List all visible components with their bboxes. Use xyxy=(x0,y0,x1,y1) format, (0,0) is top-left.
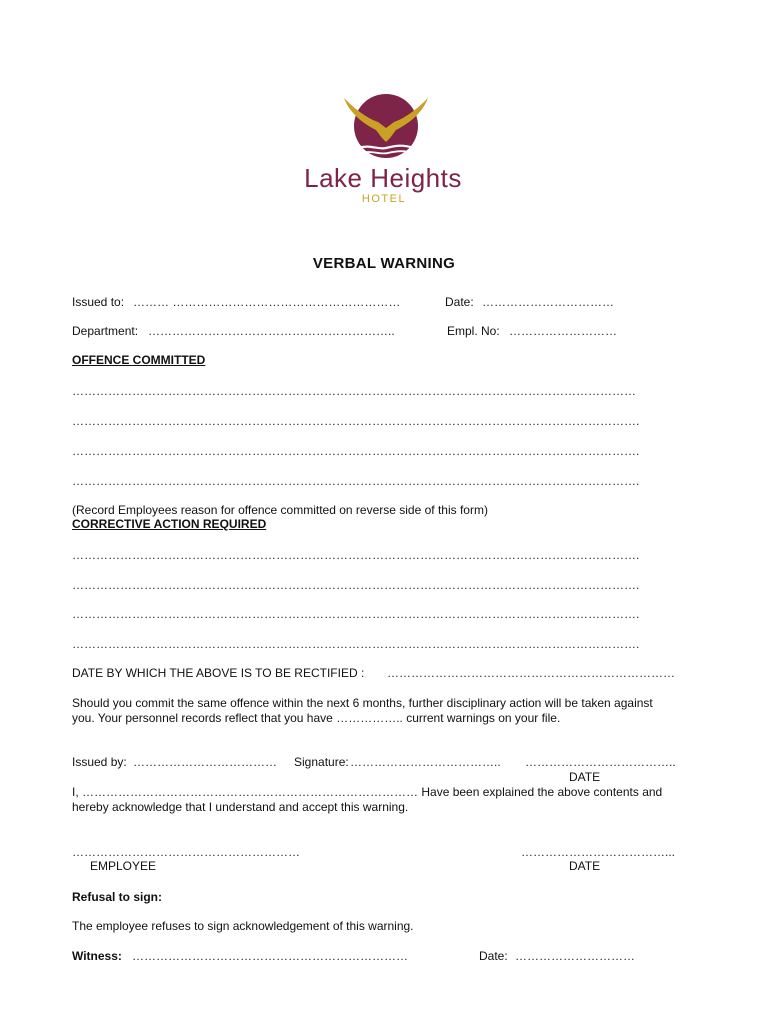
signature-label: Signature: xyxy=(294,755,349,769)
form-title: VERBAL WARNING xyxy=(312,255,456,272)
refusal-text: The employee refuses to sign acknowledgement of this warning. xyxy=(72,919,414,933)
employee-label: EMPLOYEE xyxy=(90,859,157,873)
issued-to-label: Issued to: xyxy=(72,295,125,309)
warning-text-line-1: Should you commit the same offence within the next 6 months, further disciplinary action will be taken against xyxy=(72,696,653,710)
department-label: Department: xyxy=(72,324,139,338)
issued-by-label: Issued by: xyxy=(72,755,127,769)
corrective-line[interactable]: ……………………………………………………………………………………………………………………………. xyxy=(72,548,640,562)
issued-by-field[interactable]: ……………………………… xyxy=(133,755,277,769)
hotel-logo-icon xyxy=(338,92,434,164)
rectify-date-field[interactable]: ……………………………………………………………… xyxy=(387,666,675,680)
warning-count-field[interactable]: …………….. xyxy=(336,711,403,725)
offence-note: (Record Employees reason for offence committed on reverse side of this form) xyxy=(72,503,488,517)
department-field[interactable]: …………………………………………………….. xyxy=(148,324,395,338)
witness-date-field[interactable]: ………………………… xyxy=(515,949,635,963)
issued-to-field[interactable]: ……… ………………………………………………… xyxy=(133,295,401,309)
rectify-label: DATE BY WHICH THE ABOVE IS TO BE RECTIFIED : xyxy=(72,666,365,680)
warning-text-line-2 xyxy=(72,711,560,725)
refusal-heading: Refusal to sign: xyxy=(72,890,163,904)
offence-line[interactable]: ……………………………………………………………………………………………………………………………. xyxy=(72,414,640,428)
issued-date-field[interactable]: ……………………………….. xyxy=(525,755,676,769)
empl-no-field[interactable]: ……………………… xyxy=(509,324,617,338)
witness-field[interactable]: …………………………………………………………… xyxy=(132,949,408,963)
corrective-line[interactable]: ……………………………………………………………………………………………………………………………. xyxy=(72,607,640,621)
offence-line[interactable]: …………………………………………………………………………………………………………………………… xyxy=(72,384,636,398)
employee-date-field[interactable]: ………………………………... xyxy=(521,845,676,859)
signature-field[interactable]: ……………………………….. xyxy=(350,755,501,769)
hotel-name: Lake Heights xyxy=(304,163,462,193)
empl-no-label: Empl. No: xyxy=(447,324,500,338)
acknowledge-prefix: I, xyxy=(72,785,79,799)
employee-signature-field[interactable]: ………………………………………………… xyxy=(72,845,300,859)
issued-date-label: DATE xyxy=(569,770,601,784)
employee-name-field[interactable]: ………………………………………………………………………… xyxy=(82,785,419,799)
acknowledge-text: Have been explained the above contents and xyxy=(421,785,663,799)
acknowledge-line-2: hereby acknowledge that I understand and accept this warning. xyxy=(72,800,409,814)
date-label: Date: xyxy=(445,295,474,309)
offence-heading: OFFENCE COMMITTED xyxy=(72,353,206,367)
offence-line[interactable]: ……………………………………………………………………………………………………………………………. xyxy=(72,444,640,458)
corrective-heading: CORRECTIVE ACTION REQUIRED xyxy=(72,517,267,531)
date-field[interactable]: …………………………… xyxy=(482,295,614,309)
corrective-line[interactable]: ……………………………………………………………………………………………………………………………. xyxy=(72,637,640,651)
employee-date-label: DATE xyxy=(569,859,601,873)
corrective-line[interactable]: ……………………………………………………………………………………………………………………………. xyxy=(72,578,640,592)
hotel-subtitle: HOTEL xyxy=(361,193,407,205)
witness-label: Witness: xyxy=(72,949,122,963)
offence-line[interactable]: ……………………………………………………………………………………………………………………………. xyxy=(72,474,640,488)
acknowledge-line-1 xyxy=(72,785,662,799)
warning-text-part: you. Your personnel records reflect that you have xyxy=(72,711,333,725)
warning-text-part: current warnings on your file. xyxy=(406,711,561,725)
witness-date-label: Date: xyxy=(479,949,508,963)
